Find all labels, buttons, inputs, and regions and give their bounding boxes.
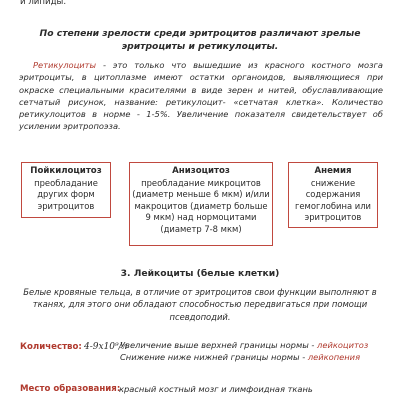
reticulocytes-description: - это только что вышедшие из красного костного мозга эритроциты, в цитоплазме имеют остатки органоидов, выявляющиеся при окраске специальными красителями в виде зерен и нитей, обуславливающие сетчатый рисунок, название: ретикулоцит- «сетчатая клетка». Количество ретикулоцитов в норме - 1-5%. Увеличение показателя свидетельствует об усилении эритропоэза. — [19, 60, 383, 132]
anemia-box — [288, 162, 378, 228]
formation-value: красный костный мозг и лимфоидная ткань — [119, 384, 313, 394]
increase-line — [120, 339, 368, 351]
formation-label: Место образования: — [20, 384, 121, 394]
maturity-heading: По степени зрелости среди эритроцитов различают зрелые эритроциты и ретикулоциты. — [39, 28, 361, 52]
previous-text-fragment: и липиды. — [20, 0, 67, 7]
anisocytosis-title: Анизоцитоз — [172, 166, 230, 176]
leukocytosis-term: лейкоцитоз — [317, 340, 369, 350]
increase-text: Увеличение выше верхней границы нормы - — [120, 340, 318, 350]
decrease-line — [120, 351, 368, 363]
leukocytes-heading: 3. Лейкоциты (белые клетки) — [120, 268, 280, 279]
reticulocytes-paragraph — [19, 59, 383, 133]
leukocytes-paragraph: Белые кровяные тельца, в отличие от эритроцитов свои функции выполняют в тканях, для этого они обладают способностью передвигаться при помощи псевдоподий. — [23, 287, 377, 322]
poikilocytosis-box — [21, 162, 111, 218]
count-notes — [120, 339, 368, 363]
poikilocytosis-text: преобладание других форм эритроцитов — [34, 177, 98, 211]
poikilocytosis-title: Пойкилоцитоз — [30, 166, 102, 176]
count-value: 4-9x10⁹/л — [84, 342, 128, 352]
leukopenia-term: лейкопения — [307, 352, 361, 362]
decrease-text: Снижение ниже нижней границы нормы - — [120, 352, 308, 362]
anemia-text: снижение содержания гемоглобина или эритроцитов — [295, 177, 371, 223]
count-label: Количество: — [20, 342, 82, 352]
reticulocytes-term: Ретикулоциты — [33, 60, 97, 70]
anisocytosis-text: преобладание микроцитов (диаметр меньше 6 мкм) и/или макроцитов (диаметр больше 9 мкм) над нормоцитами (диаметр 7-8 мкм) — [132, 177, 270, 234]
anemia-title: Анемия — [314, 166, 352, 176]
anisocytosis-box — [129, 162, 273, 246]
